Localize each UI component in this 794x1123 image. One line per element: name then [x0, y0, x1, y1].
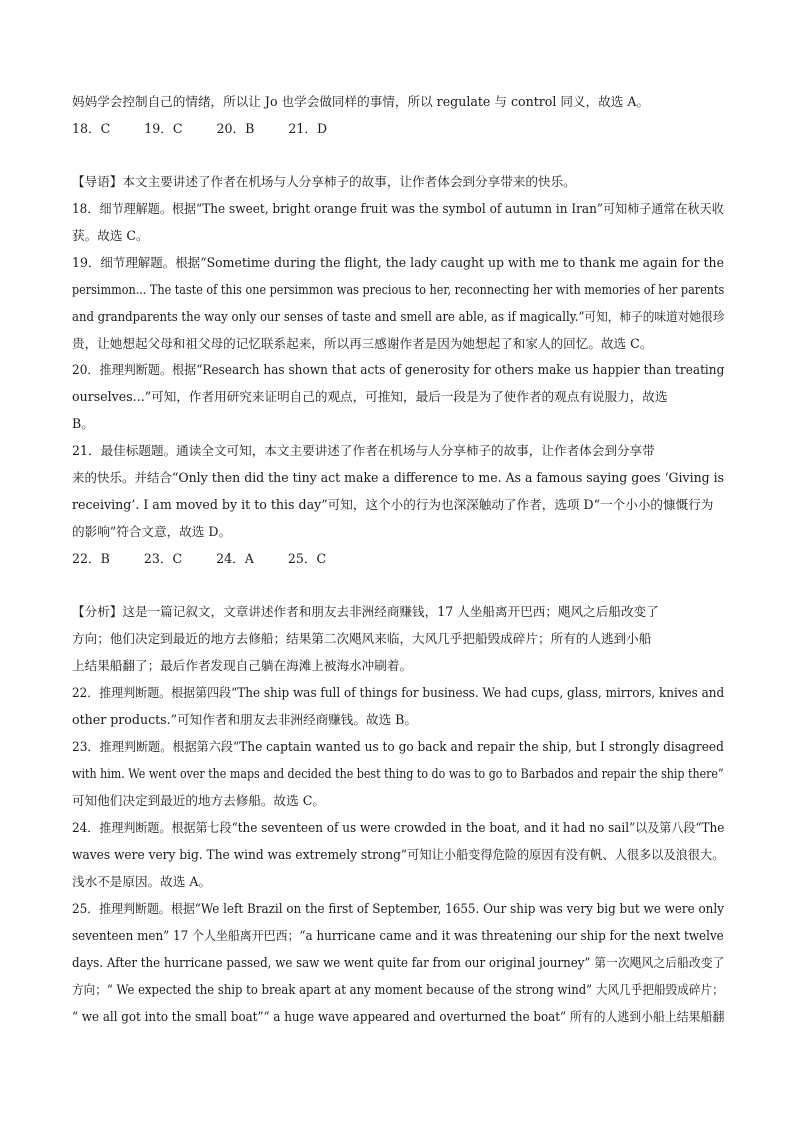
- text-line: 获。故选 C。: [72, 228, 149, 243]
- text-line: 贵，让她想起父母和祖父母的记忆联系起来，所以再三感谢作者是因为她想起了和家人的回忆。故选 C。: [72, 336, 653, 351]
- text-line: 20．推理判断题。根据“Research has shown that acts of generosity for others make us happier than treating: [72, 362, 725, 377]
- section-analysis: 【分析】这是一篇记叙文，文章讲述作者和朋友去非洲经商赚钱，17 人坐船离开巴西；飓风之后船改变了: [72, 604, 659, 619]
- text-line: 妈妈学会控制自己的情绪，所以让 Jo 也学会做同样的事情，所以 regulate 与 control 同义，故选 A。: [72, 94, 650, 109]
- text-line: 方向；“ We expected the ship to break apart at any moment because of the strong wind” 大风几乎把船毁成碎片；: [72, 982, 724, 997]
- answer-23: 23．C: [143, 551, 183, 566]
- text-line: “ we all got into the small boat”“ a huge wave appeared and overturned the boat” 所有的人逃到小船上结果船翻: [72, 1009, 725, 1024]
- answer-row: [72, 119, 361, 139]
- text-line: and grandparents the way only our senses of taste and smell are able, as if magically.”可知，柿子的味道对她很珍: [72, 309, 725, 324]
- text-line: 23．推理判断题。根据第六段“The captain wanted us to go back and repair the ship, but I strongly disagreed: [72, 739, 724, 754]
- text-line: receiving’. I am moved by it to this day”可知，这个小的行为也深深触动了作者，选项 D“一个小小的慷慨行为: [72, 497, 714, 512]
- text-line: 18．细节理解题。根据“The sweet, bright orange fruit was the symbol of autumn in Iran”可知柿子通常在秋天收: [72, 201, 724, 216]
- text-line: 浅水不是原因。故选 A。: [72, 874, 212, 889]
- text-line: seventeen men” 17 个人坐船离开巴西；“a hurricane came and it was threatening our ship for the next twelve: [72, 928, 724, 943]
- answer-row: [72, 549, 360, 569]
- text-line: 可知他们决定到最近的地方去修船。故选 C。: [72, 793, 325, 808]
- answer-19: 19．C: [144, 121, 183, 136]
- text-line: B。: [72, 416, 94, 431]
- text-line: 来的快乐。并结合“Only then did the tiny act make a difference to me. As a famous saying goes ‘Giving is: [72, 470, 725, 485]
- text-line: other products.”可知作者和朋友去非洲经商赚钱。故选 B。: [72, 712, 418, 727]
- answer-24: 24．A: [216, 551, 254, 566]
- text-line: 22．推理判断题。根据第四段“The ship was full of things for business. We had cups, glass, mirrors, knives and: [72, 685, 725, 700]
- text-line: 24．推理判断题。根据第七段“the seventeen of us were crowded in the boat, and it had no sail”以及第八段“The: [72, 820, 725, 835]
- answer-25: 25．C: [287, 551, 327, 566]
- text-line: waves were very big. The wind was extremely strong”可知让小船变得危险的原因有没有帆、人很多以及浪很大。: [72, 847, 725, 862]
- text-line: with him. We went over the maps and decided the best thing to do was to go to Barbados and repair the ship there”: [72, 766, 724, 781]
- answer-22: 22．B: [72, 551, 110, 566]
- text-line: 25．推理判断题。根据“We left Brazil on the first of September, 1655. Our ship was very big but we were only: [72, 901, 724, 916]
- text-line: days. After the hurricane passed, we saw we went quite far from our original journey” 第一次飓风之后船改变了: [72, 955, 725, 970]
- text-line: 21．最佳标题题。通读全文可知，本文主要讲述了作者在机场与人分享柿子的故事，让作者体会到分享带: [72, 443, 655, 458]
- text-line: ourselves...”可知，作者用研究来证明自己的观点，可推知，最后一段是为了使作者的观点有说服力，故选: [72, 389, 668, 404]
- text-line: persimmon... The taste of this one persimmon was precious to her, reconnecting her with memories of her parents: [72, 282, 725, 297]
- text-line: 上结果船翻了；最后作者发现自己躺在海滩上被海水冲刷着。: [72, 658, 413, 673]
- answer-20: 20．B: [216, 121, 255, 136]
- text-line: 的影响”符合文意，故选 D。: [72, 524, 232, 539]
- answer-21: 21．D: [288, 121, 328, 136]
- answer-18: 18．C: [72, 121, 111, 136]
- text-line: 方向；他们决定到最近的地方去修船；结果第二次飓风来临，大风几乎把船毁成碎片；所有的人逃到小船: [72, 631, 652, 646]
- section-intro: 【导语】本文主要讲述了作者在机场与人分享柿子的故事，让作者体会到分享带来的快乐。: [72, 174, 576, 189]
- text-line: 19．细节理解题。根据“Sometime during the flight, the lady caught up with me to thank me again for the: [72, 255, 724, 270]
